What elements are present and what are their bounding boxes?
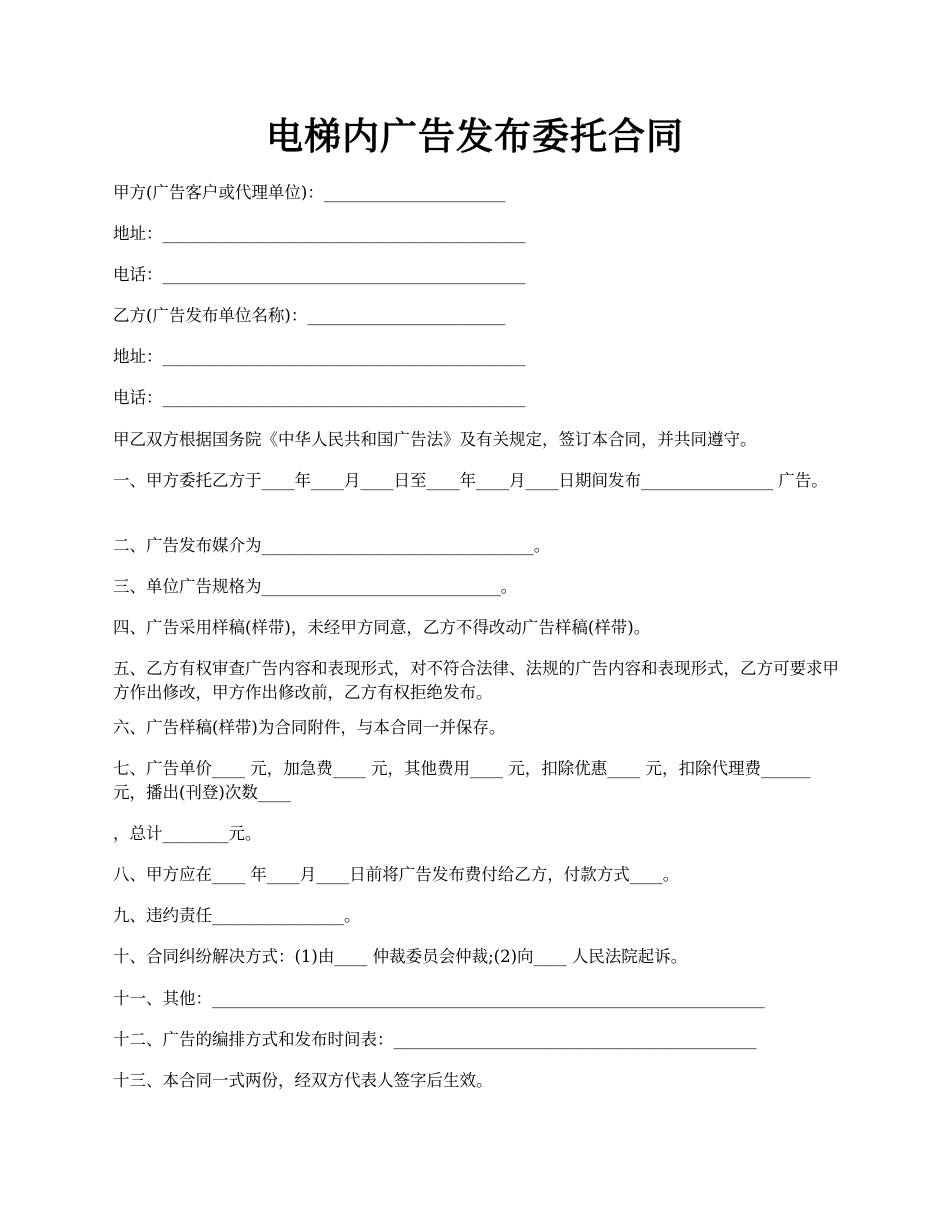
party-b-address: 地址：____________________________________________	[113, 347, 526, 366]
clause-8: 八、甲方应在____ 年____月____日前将广告发布费付给乙方，付款方式____。	[113, 865, 680, 884]
clause-5: 五、乙方有权审查广告内容和表现形式，对不符合法律、法规的广告内容和表现形式，乙方可要求甲方作出修改，甲方作出修改前，乙方有权拒绝发布。	[113, 659, 839, 702]
party-b-phone: 电话：____________________________________________	[113, 388, 526, 407]
party-b-name: 乙方(广告发布单位名称)：________________________	[113, 306, 506, 325]
clause-6: 六、广告样稿(样带)为合同附件，与本合同一并保存。	[113, 718, 506, 737]
clause-10: 十、合同纠纷解决方式：(1)由____ 仲裁委员会仲裁;(2)向____ 人民法院起诉。	[113, 947, 688, 966]
preamble: 甲乙双方根据国务院《中华人民共和国广告法》及有关规定，签订本合同，并共同遵守。	[113, 430, 757, 449]
clause-7: 七、广告单价____ 元，加急费____ 元，其他费用____ 元，扣除优惠____ 元，扣除代理费______元，播出(刊登)次数____	[113, 759, 811, 802]
clause-4: 四、广告采用样稿(样带)，未经甲方同意，乙方不得改动广告样稿(样带)。	[113, 618, 651, 637]
clause-7-total: ，总计________元。	[113, 824, 262, 843]
party-a-phone: 电话：____________________________________________	[113, 265, 526, 284]
clause-3: 三、单位广告规格为_____________________________。	[113, 577, 518, 596]
clause-13: 十三、本合同一式两份，经双方代表人签字后生效。	[113, 1071, 493, 1090]
clause-12: 十二、广告的编排方式和发布时间表：____________________________________________	[113, 1030, 757, 1049]
party-a-address: 地址：____________________________________________	[113, 224, 526, 243]
clause-11: 十一、其他：___________________________________________________________________	[113, 989, 765, 1008]
clause-1: 一、甲方委托乙方于____年____月____日至____年____月____日期间发布________________ 广告。	[113, 471, 828, 490]
document-title: 电梯内广告发布委托合同	[266, 114, 684, 158]
party-a-name: 甲方(广告客户或代理单位)：______________________	[113, 183, 506, 202]
clause-9: 九、违约责任________________。	[113, 906, 361, 925]
clause-2: 二、广告发布媒介为_________________________________。	[113, 536, 551, 555]
